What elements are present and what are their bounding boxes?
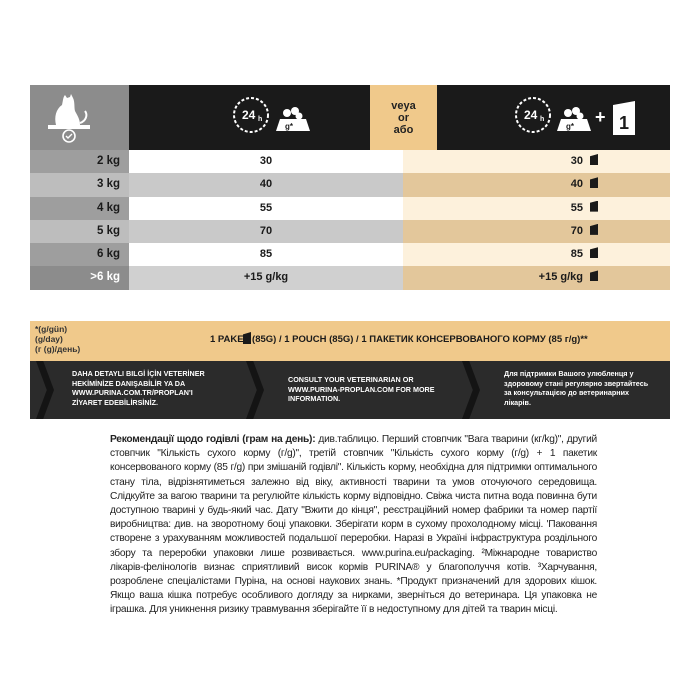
cat-on-scale-icon [30, 85, 129, 150]
table-row [30, 220, 670, 243]
pouch-icon [590, 224, 598, 235]
svg-text:h: h [540, 116, 545, 123]
svg-text:h: h [258, 116, 263, 123]
arrow-icon [36, 361, 54, 419]
or-label [370, 85, 437, 150]
dry-amount-cell: 85 [129, 243, 403, 266]
mixed-amount-cell [403, 220, 670, 243]
mixed-amount-value: 70 [570, 224, 583, 237]
feeding-body: див.таблицю. Перший стовпчик "Вага тварини (кг/kg)", другий стовпчик "Кількість сухого корму (г/g)", третій стовпчик "Кількість сухого корму (г/g) + 1 пакетик консервованого корму (85 г/g) при змішаній годівлі". Кількість корму, необхідна для підтримки оптимального стану тіла, відрізнятиметься залежно від віку, активності тварини та умов оточуючого середовища. Слідкуйте за вагою тварини та регулюйте кількість корму відповідно. Свіжа чиста питна вода повинна бути доступною тварині у будь-який час. Дату "Вжити до кінця", реєстраційний номер фабрики та номер партії виробництва: див. на зворотному боці упаковки. Зберігати корм в сухому прохолодному місці. 'Паковання створене з урахуванням можливостей подальшої переробки. Наразі в Україні інфраструктура роздільного збору та переробки упаковки лише розвивається. www.purina.eu/packaging. ²Міжнародне товариство лікарів-фелінологів визнає сприятливий висок кормів PURINA® у благополуччя котів. ³Харчування, розроблене спеціалістами Пуріна, на основі наукових знань. *Продукт призначений для здорових кішок. Якщо ваша кішка потребує особливого догляду за нирками, зверніться до ветеринара. Ця упаковка не іграшка. Для уникнення ризику травмування зберігайте її в недоступному для дітей та тварин місці. [110, 434, 597, 616]
mixed-amount-value: +15 g/kg [538, 271, 583, 284]
dry-amount-cell: 40 [129, 173, 403, 196]
mixed-amount-value: 85 [570, 248, 583, 261]
weight-cell: 5 kg [30, 220, 129, 243]
mixed-amount-cell [403, 150, 670, 173]
unit-label-ua: (г (g)/день) [35, 344, 81, 354]
weight-cell: 6 kg [30, 243, 129, 266]
mixed-amount-cell [403, 243, 670, 266]
svg-text:g*: g* [285, 122, 293, 131]
weight-cell: >6 kg [30, 266, 129, 289]
units-bar [30, 321, 670, 361]
svg-text:24: 24 [242, 108, 256, 122]
arrow-icon [462, 361, 480, 419]
feeding-instructions [110, 433, 597, 618]
consult-text-en: CONSULT YOUR VETERINARIAN OR WWW.PURINA-PROPLAN.COM FOR MORE INFORMATION. [288, 375, 435, 403]
table-row [30, 197, 670, 220]
consult-text-ua: Для підтримки Вашого улюбленця у здоровому стані регулярно звертайтесь за консультацією до ветеринарних лікарів. [504, 369, 649, 407]
svg-text:1: 1 [619, 113, 630, 133]
mixed-amount-value: 40 [570, 178, 583, 191]
feeding-heading: Рекомендації щодо годівлі (грам на день): [110, 434, 316, 445]
mixed-amount-cell [403, 197, 670, 220]
dry-amount-cell: 30 [129, 150, 403, 173]
pouch-icon [590, 177, 598, 188]
pouch-icon [590, 154, 598, 165]
svg-text:g*: g* [566, 122, 574, 131]
pouch-icon [590, 247, 598, 258]
pouch-icon [590, 201, 598, 212]
svg-text:24: 24 [524, 108, 538, 122]
table-row [30, 173, 670, 196]
consult-text-tr: DAHA DETAYLI BILGİ İÇİN VETERİNER HEKİMİNİZE DANIŞABİLİR YA DA WWW.PURINA.COM.TR/PROPLAN'I ZİYARET EDEBİLİRSİNİZ. [72, 369, 205, 407]
unit-label-en: (g/day) [35, 334, 63, 344]
consult-banner [30, 361, 670, 419]
dry-amount-cell: 55 [129, 197, 403, 220]
table-row [30, 150, 670, 173]
or-label-en: or [398, 111, 409, 124]
table-row [30, 266, 670, 289]
mixed-amount-cell [403, 173, 670, 196]
svg-text:+: + [595, 107, 606, 127]
units-labels [35, 324, 80, 354]
unit-label-tr: *(g/gün) [35, 324, 68, 334]
pouch-note: 1 PAKET (85G) / 1 POUCH (85G) / 1 ПАКЕТИК КОНСЕРВОВАНОГО КОРМУ (85 г/g)** [210, 334, 588, 345]
mixed-food-header [437, 85, 670, 150]
dry-food-header [129, 85, 370, 150]
weight-cell: 4 kg [30, 197, 129, 220]
or-label-ua: або [393, 123, 414, 136]
arrow-icon [246, 361, 264, 419]
mixed-amount-cell [403, 266, 670, 289]
table-row [30, 243, 670, 266]
weight-cell: 3 kg [30, 173, 129, 196]
feeding-table [30, 85, 670, 290]
weight-cell: 2 kg [30, 150, 129, 173]
mixed-amount-value: 55 [570, 201, 583, 214]
pouch-icon [590, 270, 598, 281]
or-label-tr: veya [391, 99, 416, 112]
table-header [30, 85, 670, 150]
dry-amount-cell: +15 g/kg [129, 266, 403, 289]
dry-amount-cell: 70 [129, 220, 403, 243]
mixed-amount-value: 30 [570, 155, 583, 167]
